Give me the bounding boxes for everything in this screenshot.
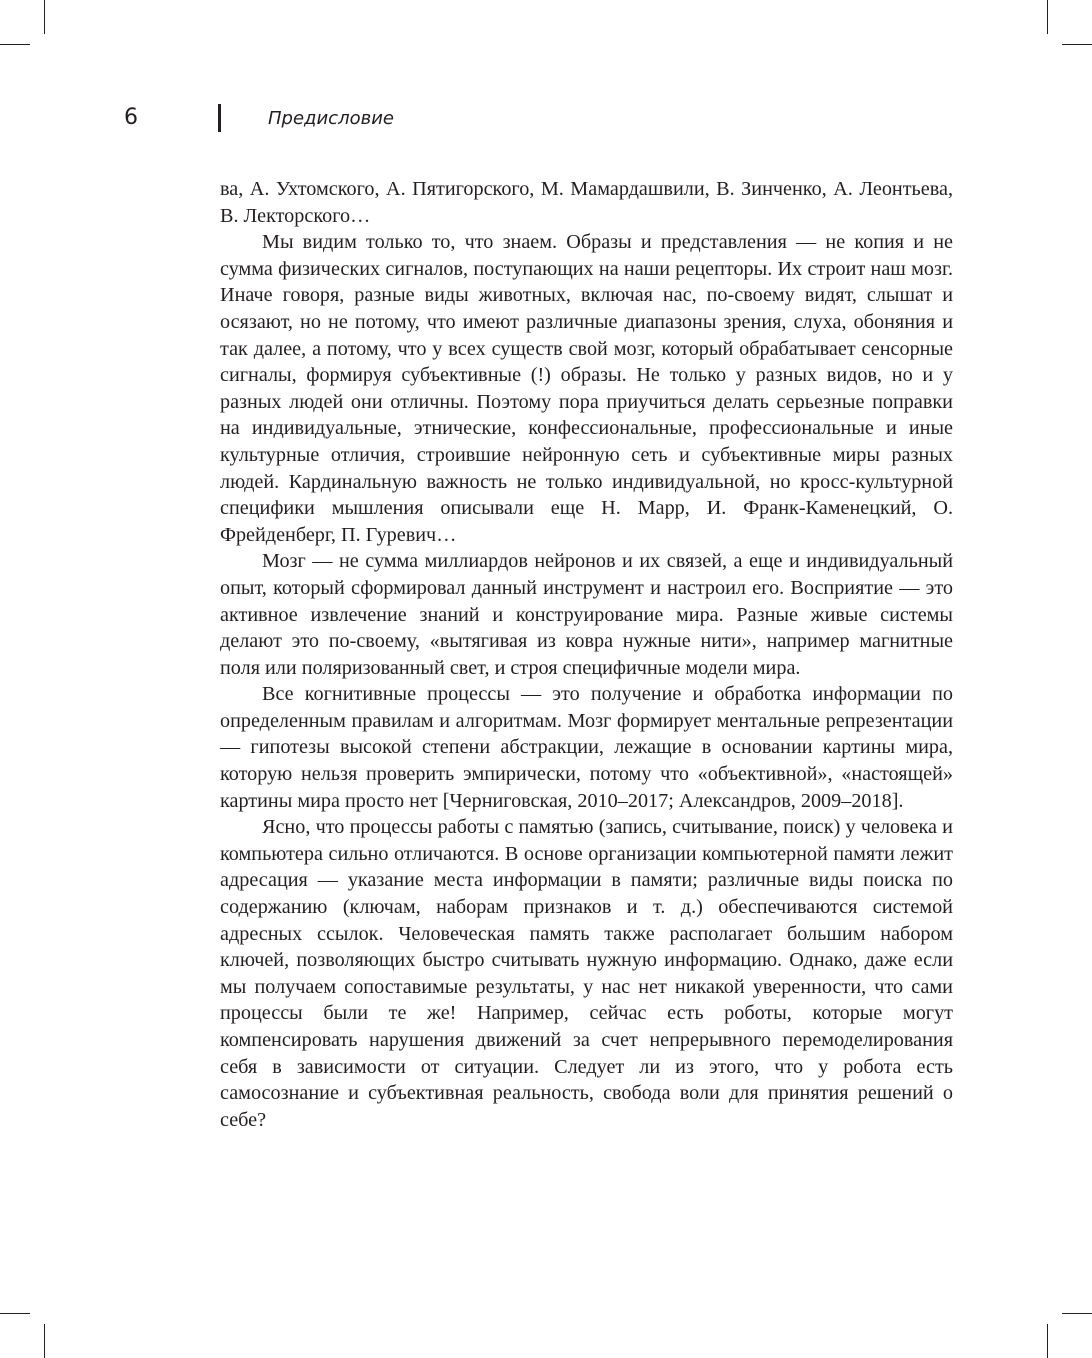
page-number: 6 [124,105,138,130]
crop-mark-bottom-right [1047,1324,1048,1358]
paragraph: Мозг — не сумма миллиардов нейронов и их связей, а еще и индивидуальный опыт, который сформировал данный инструмент и настроил его. Восприятие — это активное извлечение знаний и конструирование мира. Разные живые системы делают это по-своему, «вытягивая из ковра нужные нити», например магнитные поля или поляризованный свет, и строя специфичные модели мира. [220,550,953,679]
paragraph: Все когнитивные процессы — это получение и обработка информации по определенным правилам и алгоритмам. Мозг формирует ментальные репрезентации — гипотезы высокой степени абстракции, лежащие в основании картины мира, которую нельзя проверить эмпирически, потому что «объективной», «настоящей» картины мира просто нет [Черниговская, 2010–2017; Александров, 2009–2018]. [220,683,953,812]
running-head: Предисловие [268,108,394,129]
crop-mark-bottom-left [44,1324,45,1358]
crop-mark-bottom-left [0,1313,30,1314]
paragraph: ва, А. Ухтомского, А. Пятигорского, М. Мамардашвили, В. Зинченко, А. Леонтьева, В. Лекторского… [220,178,953,227]
crop-mark-bottom-right [1062,1313,1092,1314]
header-divider [218,104,221,132]
crop-mark-top-right [1047,0,1048,34]
body-text [220,176,953,1133]
crop-mark-top-left [44,0,45,34]
crop-mark-top-left [0,44,30,45]
crop-mark-top-right [1062,44,1092,45]
paragraph: Ясно, что процессы работы с памятью (запись, считывание, поиск) у человека и компьютера сильно отличаются. В основе организации компьютерной памяти лежит адресация — указание места информации в памяти; различные виды поиска по содержанию (ключам, наборам признаков и т. д.) обеспечиваются системой адресных ссылок. Человеческая память также располагает большим набором ключей, позволяющих быстро считывать нужную информацию. Однако, даже если мы получаем сопоставимые результаты, у нас нет никакой уверенности, что сами процессы были те же! Например, сейчас есть роботы, которые могут компенсировать нарушения движений за счет непрерывного перемоделирования себя в зависимости от ситуации. Следует ли из этого, что у робота есть самосознание и субъективная реальность, свобода воли для принятия решений о себе? [220,816,953,1131]
paragraph: Мы видим только то, что знаем. Образы и представления — не копия и не сумма физических сигналов, поступающих на наши рецепторы. Их строит наш мозг. Иначе говоря, разные виды животных, включая нас, по-своему видят, слышат и осязают, но не потому, что имеют различные диапазоны зрения, слуха, обоняния и так далее, а потому, что у всех существ свой мозг, который обрабатывает сенсорные сигналы, формируя субъективные (!) образы. Не только у разных видов, но и у разных людей они отличны. Поэтому пора приучиться делать серьезные поправки на индивидуальные, этнические, конфессиональные, профессиональные и иные культурные отличия, строившие нейронную сеть и субъективные миры разных людей. Кардинальную важность не только индивидуальной, но кросс-культурной специфики мышления описывали еще Н. Марр, И. Франк-Каменецкий, О. Фрейденберг, П. Гуревич… [220,231,953,546]
